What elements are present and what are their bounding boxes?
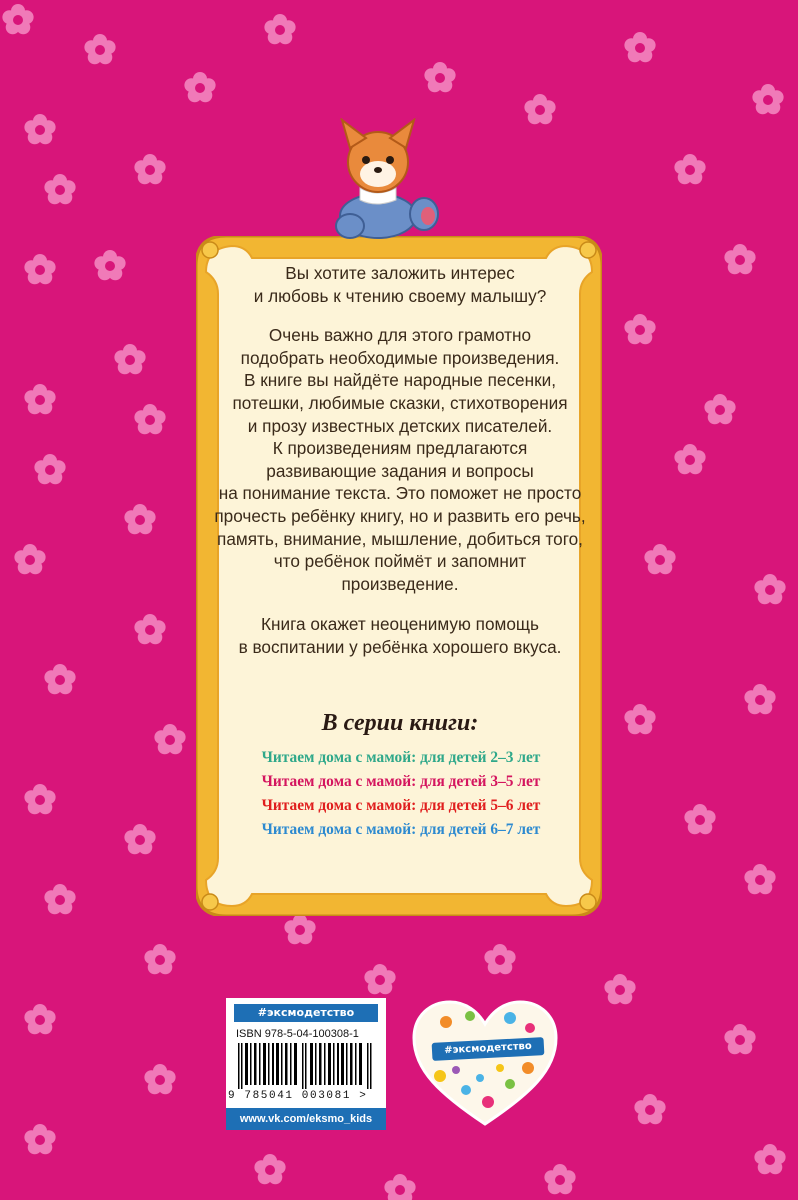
body-line: подобрать необходимые произведения.: [240, 347, 560, 368]
body-line: В книге вы найдёте народные песенки,: [244, 370, 556, 391]
series-item: Читаем дома с мамой: для детей 2–3 лет: [261, 749, 541, 766]
body-line: прочесть ребёнку книгу, но и развить его речь,: [214, 505, 586, 526]
body-line: потешки, любимые сказки, стихотворения: [232, 392, 568, 413]
body-line: память, внимание, мышление, добиться того,: [217, 528, 583, 549]
body-line: и прозу известных детских писателей.: [247, 415, 553, 436]
series-item: Читаем дома с мамой: для детей 5–6 лет: [261, 797, 541, 814]
isbn-text: ISBN 978-5-04-100308-1: [236, 1028, 359, 1040]
intro-line: Вы хотите заложить интерес: [285, 263, 515, 283]
series-item: Читаем дома с мамой: для детей 6–7 лет: [261, 821, 541, 838]
series-list: [206, 746, 596, 842]
body-line: что ребёнок поймёт и запомнит произведение.: [273, 551, 527, 594]
closing-line: в воспитании у ребёнка хорошего вкуса.: [238, 636, 562, 657]
series-title: В серии книги:: [321, 710, 479, 736]
brand-hashtag: #эксмодетство: [234, 1004, 378, 1022]
intro-line: и любовь к чтению своему малышу?: [253, 285, 547, 306]
barcode-block: [226, 998, 386, 1130]
barcode-digits: 9 785041 003081 >: [228, 1090, 368, 1102]
body-line: Очень важно для этого грамотно: [268, 325, 532, 346]
heart-hashtag: #эксмодетство: [432, 1037, 545, 1061]
barcode-bars: [236, 1043, 376, 1089]
description-text: [214, 262, 586, 659]
vk-url: www.vk.com/eksmo_kids: [226, 1108, 386, 1130]
body-line: на понимание текста. Это поможет не просто: [218, 483, 582, 504]
fox-toy-illustration: [320, 118, 450, 243]
body-line: К произведениям предлагаются: [272, 438, 528, 459]
heart-logo: [410, 998, 560, 1128]
series-item: Читаем дома с мамой: для детей 3–5 лет: [261, 773, 541, 790]
closing-line: Книга окажет неоценимую помощь: [261, 614, 539, 635]
body-line: развивающие задания и вопросы: [266, 460, 534, 481]
